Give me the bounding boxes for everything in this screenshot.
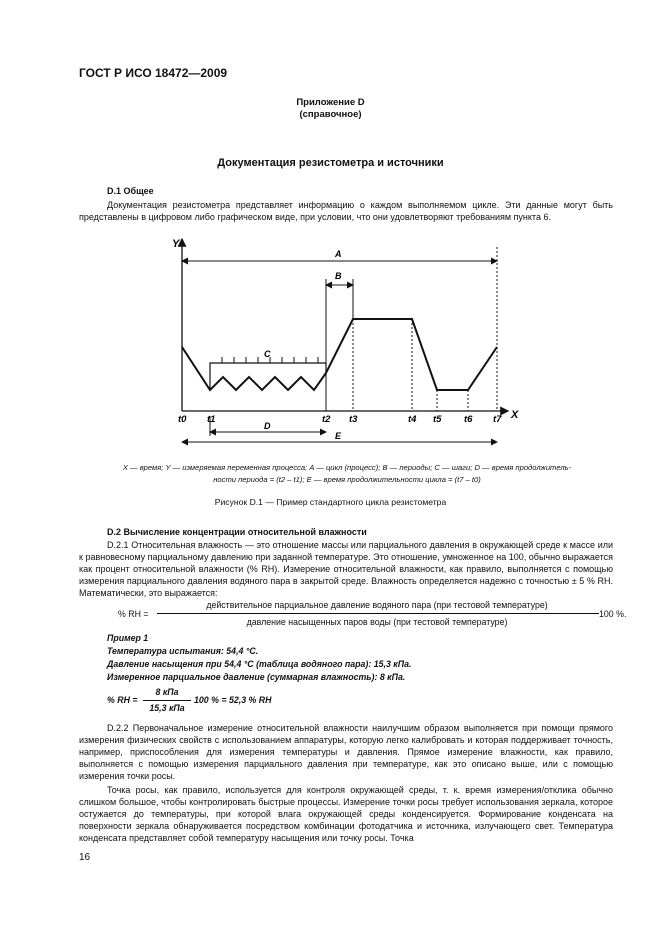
label-a: A — [335, 249, 342, 259]
example-line-2: Давление насыщения при 54,4 °С (таблица водяного пара): 15,3 кПа. — [107, 659, 412, 669]
label-c: C — [264, 349, 271, 359]
label-b: B — [335, 271, 342, 281]
label-d: D — [264, 421, 271, 431]
tick-t6: t6 — [464, 414, 473, 425]
example-line-1: Температура испытания: 54,4 °С. — [107, 646, 259, 656]
d2-paragraph-2: D.2.2 Первоначальное измерение относительной влажности наилучшим образом выполняется при помощи прямого измерения физических свойств с использованием аппаратуры, которую легко калибровать и которая поддерживает точность, например, приспособления для измерения температуры и давления. Прямое измерение влажности, как правило, выполняется с помощью измерения парциального давления при температуре, как это описано выше, или с помощью измерения точки росы. — [79, 723, 613, 782]
formula-denominator: давление насыщенных паров воды (при тестовой температуре) — [246, 617, 508, 627]
calc-tail: 100 % = 52,3 % RH — [194, 695, 272, 705]
d2-paragraph-1: D.2.1 Относительная влажность — это отношение массы или парциального давления в окружающей среде к массе или к равновесному парциальному давлению при заданной температуре. Это отношение, умноженное на 100, обычно выражается как процент относительной влажности (% RH). Измерение относительной влажности, как правило, выполняется с помощью измерения парциального давления водяного пара в закрытой среде. Влажность определяется надежно с точностью ± 5 % RH. Математически, это выражается: — [79, 540, 613, 599]
tick-t4: t4 — [408, 414, 417, 425]
annex-subtitle: (справочное) — [299, 109, 362, 120]
page-number: 16 — [79, 852, 91, 863]
figure-caption: Рисунок D.1 — Пример стандартного цикла резистометра — [214, 497, 447, 507]
figure-legend-line2: ности периода = (t2 – t1); E — время продолжительности цикла = (t7 – t0) — [213, 475, 481, 484]
example-title: Пример 1 — [107, 633, 149, 643]
figure-legend-line1: X — время; Y — измеряемая переменная процесса; A — цикл (процесс); B — периоды; C — шаги; D — время продолжитель- — [122, 463, 572, 472]
tick-t1: t1 — [207, 414, 216, 425]
d1-heading: D.1 Общее — [107, 186, 154, 196]
example-line-3: Измеренное парциальное давление (суммарная влажность): 8 кПа. — [107, 672, 406, 682]
process-curve — [182, 319, 497, 390]
tick-t0: t0 — [178, 414, 187, 425]
formula-fraction-line — [157, 613, 599, 614]
formula-numerator: действительное парциальное давление водяного пара (при тестовой температуре) — [206, 600, 548, 610]
calc-lhs: % RH = — [107, 695, 138, 705]
resistometer-cycle-figure — [165, 233, 525, 455]
y-axis-label: Y — [172, 238, 180, 250]
section-title: Документация резистометра и источники — [217, 157, 444, 169]
tick-t7: t7 — [493, 414, 502, 425]
tick-t3: t3 — [349, 414, 358, 425]
tick-t5: t5 — [433, 414, 442, 425]
label-e: E — [335, 431, 342, 441]
formula-tail: 100 %. — [599, 609, 627, 619]
document-header: ГОСТ Р ИСО 18472—2009 — [79, 66, 228, 80]
calc-fraction-line — [143, 700, 191, 701]
d2-paragraph-3: Точка росы, как правило, используется для контроля окружающей среды, т. к. время измерения/отклика обычно слишком большое, чтобы контролировать быстрые процессы. Измерение точки росы требует использования зеркала, которое остужается до температуры, при которой влага окружающей среды конденсируется. Формирование конденсата на поверхности зеркала обнаруживается посредством комбинации фотодатчика и источника, излучающего свет. Температура конденсата представляет собой температуру насыщения или точку росы. Точка — [79, 785, 613, 844]
d2-heading: D.2 Вычисление концентрации относительной влажности — [107, 527, 367, 537]
calc-denominator: 15,3 кПа — [149, 703, 185, 713]
tick-t2: t2 — [322, 414, 331, 425]
x-axis-label: X — [511, 409, 519, 421]
calc-numerator: 8 кПа — [155, 687, 179, 697]
formula-lhs: % RH = — [118, 609, 149, 619]
d1-paragraph: Документация резистометра представляет информацию о каждом выполняемом цикле. Эти данные могут быть представлены в цифровом либо графическом виде, при условии, что они удовлетворяют требованиям пункта 6. — [79, 200, 613, 223]
annex-title: Приложение D — [296, 97, 365, 108]
